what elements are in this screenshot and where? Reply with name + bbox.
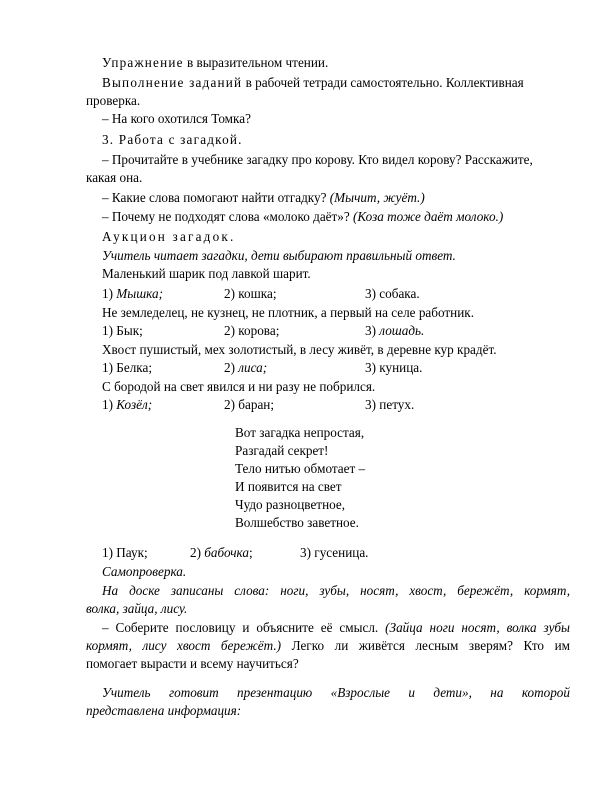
riddle-text: Не земледелец, не кузнец, не плотник, а первый на селе работник.: [102, 305, 474, 320]
riddle-text: С бородой на свет явился и ни разу не побрился.: [102, 379, 376, 394]
question-line: – Какие слова помогают найти отгадку? (Мычит, жуёт.): [102, 190, 425, 205]
self-check-note: Самопроверка.: [102, 564, 187, 579]
poem-line: И появится на свет: [235, 479, 342, 494]
poem-line: Чудо разноцветное,: [235, 497, 346, 512]
teacher-note: Учитель готовит презентацию «Взрослые и дети», на которой: [102, 685, 570, 700]
text-line: помогает вырасти и всему научиться?: [86, 656, 299, 671]
board-words-line: волка, зайца, лису.: [86, 601, 188, 616]
board-words-line: На доске записаны слова: ноги, зубы, носят, хвост, бережёт, кормят,: [102, 583, 570, 598]
text-line: – Прочитайте в учебнике загадку про корову. Кто видел корову? Расскажите,: [102, 152, 533, 167]
text-line: какая она.: [86, 170, 143, 185]
riddle-text: Маленький шарик под лавкой шарит.: [102, 266, 311, 281]
exercise-heading-line: Упражнение в выразительном чтении.: [102, 55, 329, 70]
proverb-task-line: кормят, лису хвост бережёт.) Легко ли живётся лесным зверям? Кто им: [86, 638, 570, 653]
question-line: – На кого охотился Томка?: [102, 111, 251, 126]
section-heading: 3. Работа с загадкой.: [102, 132, 243, 147]
poem-line: Волшебство заветное.: [235, 515, 359, 530]
teacher-note: Учитель читает загадки, дети выбирают правильный ответ.: [102, 248, 456, 263]
text-line: проверка.: [86, 93, 141, 108]
teacher-note: представлена информация:: [86, 703, 242, 718]
poem-line: Вот загадка непростая,: [235, 425, 365, 440]
document-page: Упражнение в выразительном чтении. Выполнение заданий в рабочей тетради самостоятельно. Коллективная проверка. – На кого охотился Томка? 3. Работа с загадкой. – Прочитайте в учебнике загадку про корову. Кто видел корову? Расскажите, какая она. – Какие слова помогают найти отгадку? (Мычит, жуёт.) – Почему не подходят слова «молоко даёт»? (Коза тоже даёт молоко.) Аукцион загадок. Учитель читает загадки, дети выбирают правильный ответ. Маленький шарик под лавкой шарит. 1) Мышка; 2) кошка; 3) собака. Не земледелец, не кузнец, не плотник, а первый на селе работник. 1) Бык; 2) корова; 3) лошадь. Хвост пушистый, мех золотистый, в лесу живёт, в деревне кур крадёт. 1) Белка; 2) лиса; 3) куница. С бородой на свет явился и ни разу не побрился. 1) Козёл; 2) баран; 3) петух. Вот загадка непростая, Разгадай секрет! Тело нитью обмотает – И появится на свет Чудо разноцветное, Волшебство заветное. 1) Паук; 2) бабочка; 3) гусеница. Самопроверка. На доске записаны слова: ноги, зубы, носят, хвост, бережёт, кормят, волка, зайца, лису. – Соберите пословицу и объясните её смысл. (Зайца ноги носят, волка зубы кормят, лису хвост бережёт.) Легко ли живётся лесным зверям? Кто им помогает вырасти и всему научиться? Учитель готовит презентацию «Взрослые и дети», на которой представлена информация:: [86, 55, 570, 718]
task-label: Выполнение заданий: [102, 75, 243, 90]
exercise-label: Упражнение: [102, 55, 184, 70]
auction-heading: Аукцион загадок.: [102, 229, 236, 244]
riddle-text: Хвост пушистый, мех золотистый, в лесу живёт, в деревне кур крадёт.: [102, 342, 497, 357]
poem-line: Разгадай секрет!: [235, 443, 329, 458]
poem-line: Тело нитью обмотает –: [235, 461, 366, 476]
proverb-task-line: – Соберите пословицу и объясните её смысл. (Зайца ноги носят, волка зубы: [102, 620, 570, 635]
task-line: Выполнение заданий в рабочей тетради самостоятельно. Коллективная: [102, 75, 524, 90]
question-line: – Почему не подходят слова «молоко даёт»? (Коза тоже даёт молоко.): [102, 209, 504, 224]
